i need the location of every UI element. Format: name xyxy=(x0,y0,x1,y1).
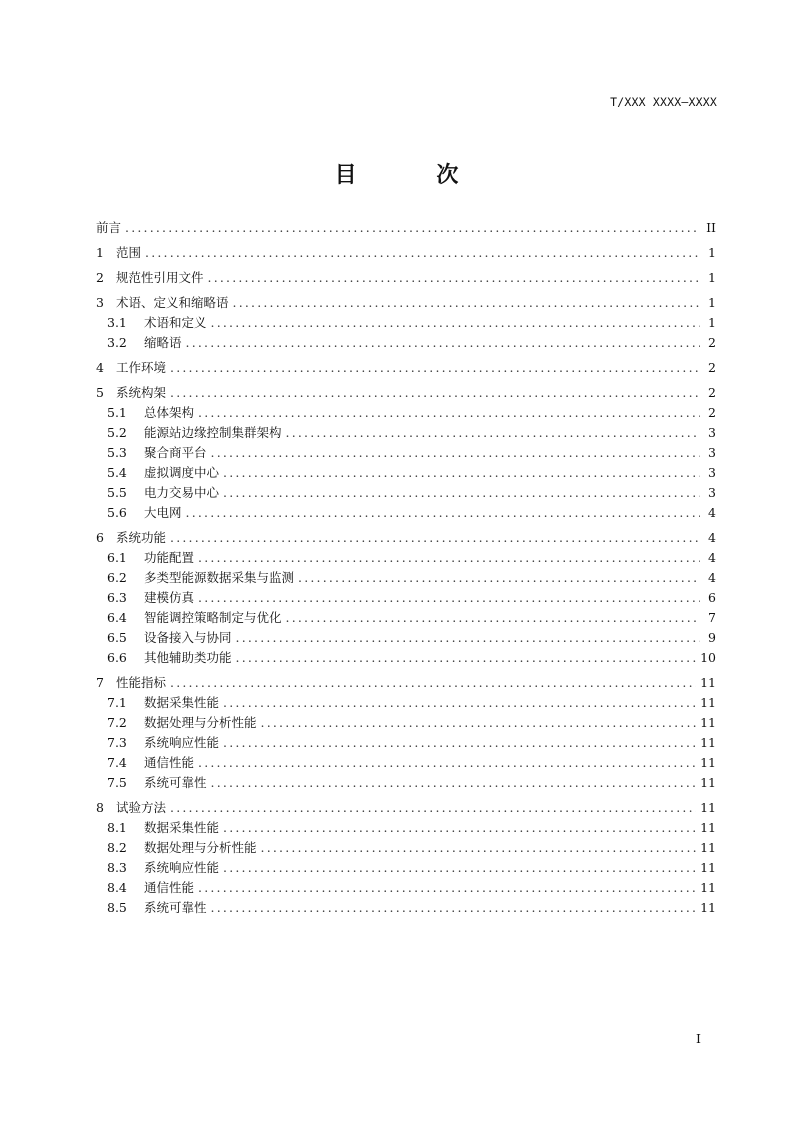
dot-leader xyxy=(186,505,700,520)
toc-entry-title: 数据采集性能 xyxy=(144,820,220,835)
toc-entry-page: 11 xyxy=(700,755,716,770)
toc-entry-number: 7.5 xyxy=(107,775,127,790)
dot-leader xyxy=(223,695,696,710)
toc-entry-number: 8.4 xyxy=(107,880,127,895)
toc-entry-title: 系统响应性能 xyxy=(144,735,220,750)
toc-entry-page: 3 xyxy=(708,485,716,500)
toc-entry-page: 1 xyxy=(708,245,716,260)
toc-entry-number: 6.4 xyxy=(107,610,127,625)
toc-entry[interactable] xyxy=(96,858,716,878)
toc-entry-title: 电力交易中心 xyxy=(144,485,220,500)
toc-entry[interactable] xyxy=(96,528,716,548)
toc-entry[interactable] xyxy=(96,588,716,608)
toc-entry-number: 7 xyxy=(96,675,104,690)
dot-leader xyxy=(223,820,696,835)
toc-entry[interactable] xyxy=(96,773,716,793)
toc-entry-number: 6.2 xyxy=(107,570,127,585)
toc-entry[interactable] xyxy=(96,798,716,818)
dot-leader xyxy=(125,220,700,235)
dot-leader xyxy=(233,295,700,310)
dot-leader xyxy=(145,245,700,260)
toc-entry[interactable] xyxy=(96,818,716,838)
toc-entry-title: 数据采集性能 xyxy=(144,695,220,710)
toc-entry-number: 3.1 xyxy=(107,315,127,330)
dot-leader xyxy=(198,405,700,420)
toc-entry-number: 3 xyxy=(96,295,104,310)
toc-entry-page: 7 xyxy=(708,610,716,625)
toc-entry-number: 5.5 xyxy=(107,485,127,500)
toc-entry-page: 11 xyxy=(700,860,716,875)
dot-leader xyxy=(170,800,696,815)
toc-entry-page: 9 xyxy=(708,630,716,645)
toc-entry-title: 设备接入与协同 xyxy=(144,630,232,645)
dot-leader xyxy=(236,630,700,645)
dot-leader xyxy=(211,445,700,460)
toc-entry[interactable] xyxy=(96,218,716,238)
toc-entry-number: 7.3 xyxy=(107,735,127,750)
dot-leader xyxy=(223,485,700,500)
toc-entry-title: 试验方法 xyxy=(116,800,167,815)
toc-entry-number: 8.1 xyxy=(107,820,127,835)
dot-leader xyxy=(186,335,700,350)
document-code: T/XXX XXXX—XXXX xyxy=(610,95,717,109)
toc-entry[interactable] xyxy=(96,463,716,483)
toc-entry-page: 4 xyxy=(708,570,716,585)
toc-entry-number: 6.3 xyxy=(107,590,127,605)
toc-entry[interactable] xyxy=(96,243,716,263)
dot-leader xyxy=(286,610,700,625)
toc-entry-title: 多类型能源数据采集与监测 xyxy=(144,570,295,585)
toc-entry-title: 系统可靠性 xyxy=(144,900,207,915)
toc-entry-number: 5.1 xyxy=(107,405,127,420)
toc-entry-page: 3 xyxy=(708,445,716,460)
toc-entry-number: 2 xyxy=(96,270,104,285)
toc-entry-page: 1 xyxy=(708,315,716,330)
toc-entry-number: 6 xyxy=(96,530,104,545)
toc-entry-title: 功能配置 xyxy=(144,550,195,565)
toc-title: 目 次 xyxy=(334,163,495,188)
toc-entry[interactable] xyxy=(96,608,716,628)
toc-entry-page: 3 xyxy=(708,465,716,480)
toc-entry-page: 2 xyxy=(708,385,716,400)
dot-leader xyxy=(298,570,700,585)
toc-entry-title: 能源站边缘控制集群架构 xyxy=(144,425,282,440)
toc-entry-title: 术语和定义 xyxy=(144,315,207,330)
toc-entry[interactable] xyxy=(96,753,716,773)
dot-leader xyxy=(170,360,700,375)
dot-leader xyxy=(223,465,700,480)
dot-leader xyxy=(236,650,697,665)
toc-entry-title: 虚拟调度中心 xyxy=(144,465,220,480)
toc-entry-number: 6.5 xyxy=(107,630,127,645)
toc-entry-page: 10 xyxy=(700,650,716,665)
toc-entry-title: 系统可靠性 xyxy=(144,775,207,790)
toc-entry[interactable] xyxy=(96,268,716,288)
toc-entry-number: 3.2 xyxy=(107,335,127,350)
toc-entry[interactable] xyxy=(96,483,716,503)
toc-entry[interactable] xyxy=(96,423,716,443)
toc-entry-page: 2 xyxy=(708,360,716,375)
toc-entry-title: 其他辅助类功能 xyxy=(144,650,232,665)
toc-entry-title: 智能调控策略制定与优化 xyxy=(144,610,282,625)
toc-entry[interactable] xyxy=(96,713,716,733)
dot-leader xyxy=(198,880,696,895)
dot-leader xyxy=(286,425,700,440)
toc-entry-page: 11 xyxy=(700,800,716,815)
toc-entry-title: 通信性能 xyxy=(144,755,195,770)
dot-leader xyxy=(198,590,700,605)
toc-entry-title: 总体架构 xyxy=(144,405,195,420)
dot-leader xyxy=(261,715,697,730)
toc-entry-page: 4 xyxy=(708,550,716,565)
toc-entry-title: 大电网 xyxy=(144,505,182,520)
dot-leader xyxy=(170,530,700,545)
toc-entry-page: 11 xyxy=(700,695,716,710)
dot-leader xyxy=(198,550,700,565)
toc-entry-title: 建模仿真 xyxy=(144,590,195,605)
toc-entry-number: 4 xyxy=(96,360,104,375)
toc-entry-title: 系统功能 xyxy=(116,530,167,545)
toc-entry-title: 聚合商平台 xyxy=(144,445,207,460)
toc-entry[interactable] xyxy=(96,693,716,713)
table-of-contents xyxy=(96,218,716,918)
dot-leader xyxy=(208,270,700,285)
toc-entry-page: 11 xyxy=(700,715,716,730)
toc-entry[interactable] xyxy=(96,648,716,668)
dot-leader xyxy=(211,775,697,790)
toc-entry-title: 通信性能 xyxy=(144,880,195,895)
dot-leader xyxy=(170,385,700,400)
toc-entry[interactable] xyxy=(96,838,716,858)
dot-leader xyxy=(198,755,696,770)
toc-entry-title: 工作环境 xyxy=(116,360,167,375)
toc-entry-page: 6 xyxy=(708,590,716,605)
toc-entry-number: 7.2 xyxy=(107,715,127,730)
toc-entry-page: 11 xyxy=(700,820,716,835)
toc-entry[interactable] xyxy=(96,383,716,403)
toc-entry[interactable] xyxy=(96,878,716,898)
toc-entry-number: 1 xyxy=(96,245,104,260)
toc-entry-title: 系统构架 xyxy=(116,385,167,400)
dot-leader xyxy=(170,675,696,690)
toc-entry-page: 11 xyxy=(700,900,716,915)
toc-entry-page: 11 xyxy=(700,775,716,790)
toc-entry[interactable] xyxy=(96,733,716,753)
toc-entry-page: 11 xyxy=(700,840,716,855)
toc-entry-title: 数据处理与分析性能 xyxy=(144,840,257,855)
toc-entry-number: 6.1 xyxy=(107,550,127,565)
toc-entry-number: 5.6 xyxy=(107,505,127,520)
toc-entry[interactable] xyxy=(96,333,716,353)
toc-entry-number: 7.4 xyxy=(107,755,127,770)
toc-entry[interactable] xyxy=(96,548,716,568)
toc-entry[interactable] xyxy=(96,673,716,693)
toc-entry-number: 8 xyxy=(96,800,104,815)
toc-entry-page: 1 xyxy=(708,270,716,285)
toc-entry-title: 规范性引用文件 xyxy=(116,270,204,285)
toc-entry[interactable] xyxy=(96,403,716,423)
toc-entry-page: 11 xyxy=(700,735,716,750)
toc-entry-page: 2 xyxy=(708,335,716,350)
toc-entry-number: 8.3 xyxy=(107,860,127,875)
toc-entry-title: 前言 xyxy=(96,220,122,235)
toc-entry-title: 缩略语 xyxy=(144,335,182,350)
toc-entry-page: 11 xyxy=(700,880,716,895)
toc-entry-page: 1 xyxy=(708,295,716,310)
toc-entry[interactable] xyxy=(96,358,716,378)
toc-entry-number: 5.2 xyxy=(107,425,127,440)
dot-leader xyxy=(211,900,697,915)
toc-entry-title: 范围 xyxy=(116,245,142,260)
toc-entry[interactable] xyxy=(96,443,716,463)
toc-entry[interactable] xyxy=(96,293,716,313)
toc-entry-number: 8.2 xyxy=(107,840,127,855)
dot-leader xyxy=(223,735,696,750)
toc-entry[interactable] xyxy=(96,628,716,648)
toc-entry-number: 5 xyxy=(96,385,104,400)
toc-entry-number: 6.6 xyxy=(107,650,127,665)
dot-leader xyxy=(261,840,697,855)
toc-entry[interactable] xyxy=(96,313,716,333)
toc-entry[interactable] xyxy=(96,503,716,523)
toc-entry-number: 7.1 xyxy=(107,695,127,710)
toc-entry-title: 数据处理与分析性能 xyxy=(144,715,257,730)
toc-entry[interactable] xyxy=(96,568,716,588)
toc-entry-page: 11 xyxy=(700,675,716,690)
toc-entry[interactable] xyxy=(96,898,716,918)
page-number: I xyxy=(696,1031,701,1046)
toc-entry-page: 2 xyxy=(708,405,716,420)
toc-entry-page: II xyxy=(706,220,716,235)
toc-entry-page: 4 xyxy=(708,505,716,520)
dot-leader xyxy=(223,860,696,875)
toc-entry-title: 系统响应性能 xyxy=(144,860,220,875)
toc-entry-number: 5.4 xyxy=(107,465,127,480)
toc-entry-title: 性能指标 xyxy=(116,675,167,690)
toc-entry-number: 5.3 xyxy=(107,445,127,460)
toc-entry-page: 4 xyxy=(708,530,716,545)
toc-entry-number: 8.5 xyxy=(107,900,127,915)
toc-entry-title: 术语、定义和缩略语 xyxy=(116,295,229,310)
dot-leader xyxy=(211,315,700,330)
toc-entry-page: 3 xyxy=(708,425,716,440)
